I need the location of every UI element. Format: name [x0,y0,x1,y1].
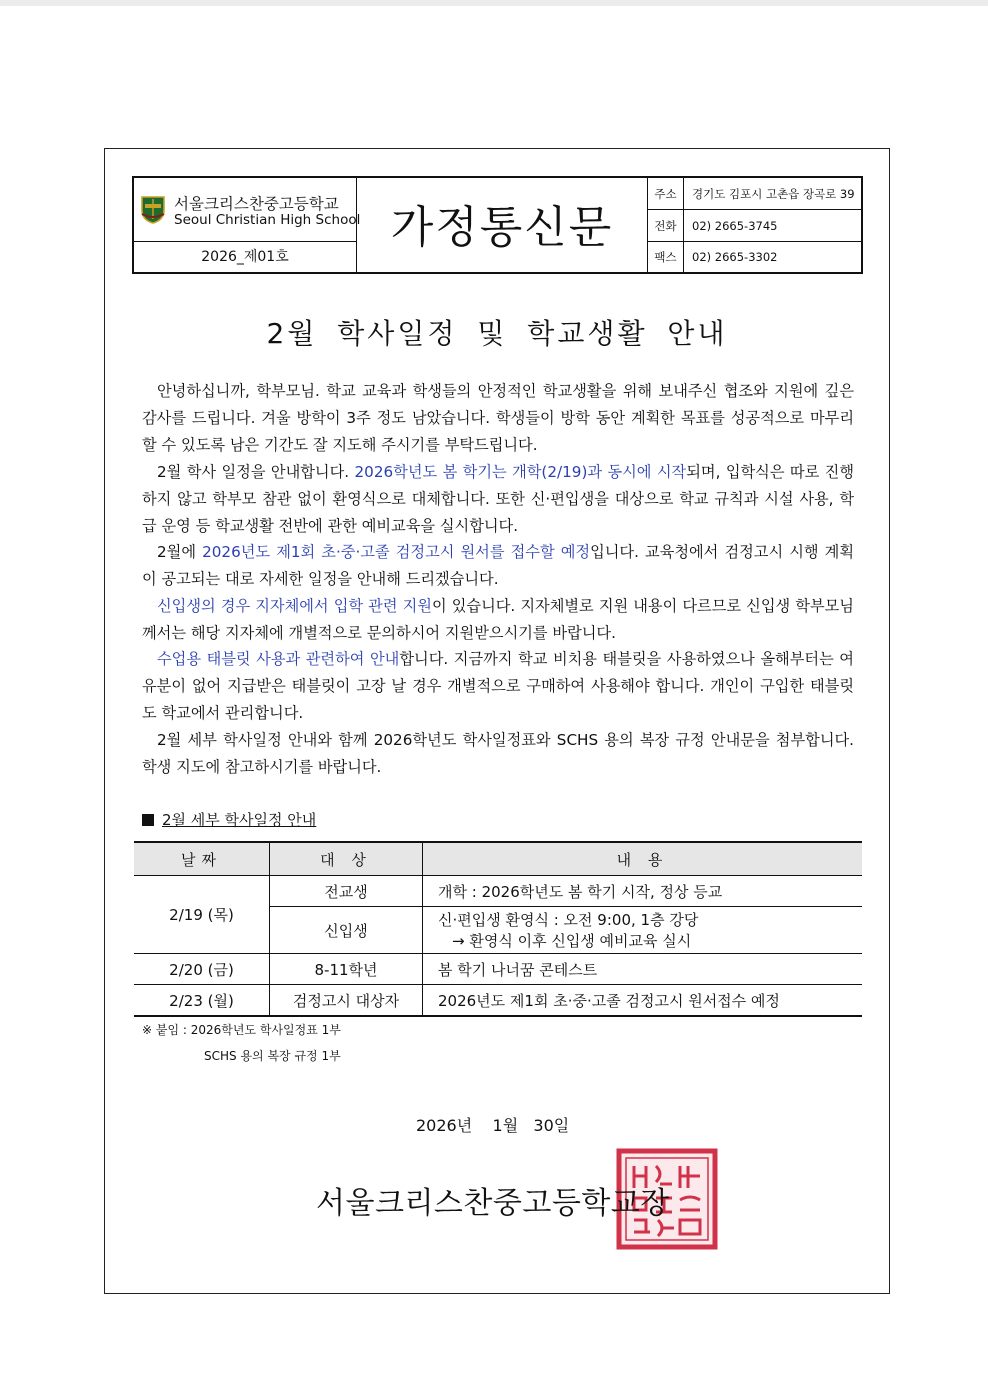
attachment-line-1: ※ 붙임 : 2026학년도 학사일정표 1부 [142,1023,341,1037]
highlight-exam-application: 2026년도 제1회 초·중·고졸 검정고시 원서를 접수할 예정 [202,543,591,561]
table-row [134,876,862,907]
highlight-local-support: 신입생의 경우 지자체에서 입학 관련 지원 [157,597,432,615]
paragraph-schedule [142,459,854,539]
column-header-target: 대 상 [270,842,423,876]
paragraph-greeting: 안녕하십니까, 학부모님. 학교 교육과 학생들의 안정적인 학교생활을 위해 보내주신 협조와 지원에 깊은 감사를 드립니다. 겨울 방학이 3주 정도 남았습니다. 학생들이 방학 동안 계획한 목표를 성공적으로 마무리할 수 있도록 남은 기간도 잘 지도해 주시기를 부탁드립니다. [142,382,854,454]
target-cell: 검정고시 대상자 [270,985,423,1017]
content-cell: 2026년도 제1회 초·중·고졸 검정고시 원서접수 예정 [423,985,863,1017]
target-cell: 8-11학년 [270,954,423,985]
top-bar [0,0,988,6]
schedule-heading [142,809,316,830]
content-line: 신·편입생 환영식 : 오전 9:00, 1층 강당 [438,911,699,929]
fax-value: 02) 2665-3302 [692,250,778,264]
paragraph-support [142,593,854,647]
school-name-korean: 서울크리스찬중고등학교 [174,195,339,213]
attachment-line-2: SCHS 용의 복장 규정 1부 [204,1049,341,1063]
column-header-content: 내 용 [423,842,863,876]
table-row [134,954,862,985]
paragraph-schedule-rest: 되며, 입학식은 따로 진행하지 않고 학부모 참관 없이 환영식으로 대체합니다. 또한 신·편입생을 대상으로 학교 규칙과 시설 사용, 학급 운영 등 학교생활 전반에 관한 예비교육을 실시합니다. [142,463,854,535]
phone-value: 02) 2665-3745 [692,219,778,233]
content-cell: 개학 : 2026학년도 봄 학기 시작, 정상 등교 [423,876,863,907]
highlight-tablet-notice: 수업용 태블릿 사용과 관련하여 안내 [157,650,400,668]
newsletter-title: 가정통신문 [357,178,648,272]
issue-number: 2026_제01호 [134,242,357,272]
school-emblem-icon [140,194,166,224]
document-title: 2월 학사일정 및 학교생활 안내 [266,317,728,350]
letterhead [132,176,863,274]
phone-row [648,210,861,242]
highlight-semester-start: 2026학년도 봄 학기는 개학(2/19)과 동시에 시작 [354,463,687,481]
fax-label: 팩스 [648,242,684,272]
schedule-table [134,841,862,1017]
paragraph-tablet [142,646,854,726]
issue-date: 2026년 1월 30일 [416,1116,570,1135]
address-label: 주소 [648,178,684,209]
square-bullet-icon [142,814,154,826]
table-header-row [134,842,862,876]
date-cell: 2/20 (금) [134,954,270,985]
content-cell [423,907,863,954]
school-cell [134,178,361,242]
column-header-date: 날짜 [134,842,270,876]
paragraph-exam-rest: 입니다. 교육청에서 검정고시 시행 계획이 공고되는 대로 자세한 일정을 안내해 드리겠습니다. [142,543,854,588]
schedule-heading-text: 2월 세부 학사일정 안내 [162,811,317,829]
signer-name: 서울크리스찬중고등학교장 [316,1186,670,1221]
date-cell: 2/23 (월) [134,985,270,1017]
paragraph-exam [142,539,854,593]
paragraph-exam-lead: 2월에 [157,543,203,561]
fax-row [648,242,861,272]
address-row [648,178,861,210]
date-cell: 2/19 (목) [134,876,270,954]
content-cell: 봄 학기 나너꿈 콘테스트 [423,954,863,985]
target-cell: 전교생 [270,876,423,907]
paragraph-tablet-rest: 합니다. 지금까지 학교 비치용 태블릿을 사용하였으나 올해부터는 여유분이 없어 지급받은 태블릿이 고장 날 경우 개별적으로 구매하여 사용해야 합니다. 개인이 구입한 태블릿도 학교에서 관리합니다. [142,650,854,722]
paragraph-attachments: 2월 세부 학사일정 안내와 함께 2026학년도 학사일정표와 SCHS 용의 복장 규정 안내문을 첨부합니다. 학생 지도에 참고하시기를 바랍니다. [142,731,854,776]
content-subline: → 환영식 이후 신입생 예비교육 실시 [452,932,692,950]
paragraph-schedule-lead: 2월 학사 일정을 안내합니다. [157,463,355,481]
paragraph-support-rest: 이 있습니다. 지자체별로 지원 내용이 다르므로 신입생 학부모님께서는 해당 지자체에 개별적으로 문의하시어 지원받으시기를 바랍니다. [142,597,854,642]
address-value: 경기도 김포시 고촌읍 장곡로 39 [692,187,855,201]
school-name-english: Seoul Christian High School [174,212,361,228]
table-row [134,985,862,1017]
target-cell: 신입생 [270,907,423,954]
phone-label: 전화 [648,210,684,241]
